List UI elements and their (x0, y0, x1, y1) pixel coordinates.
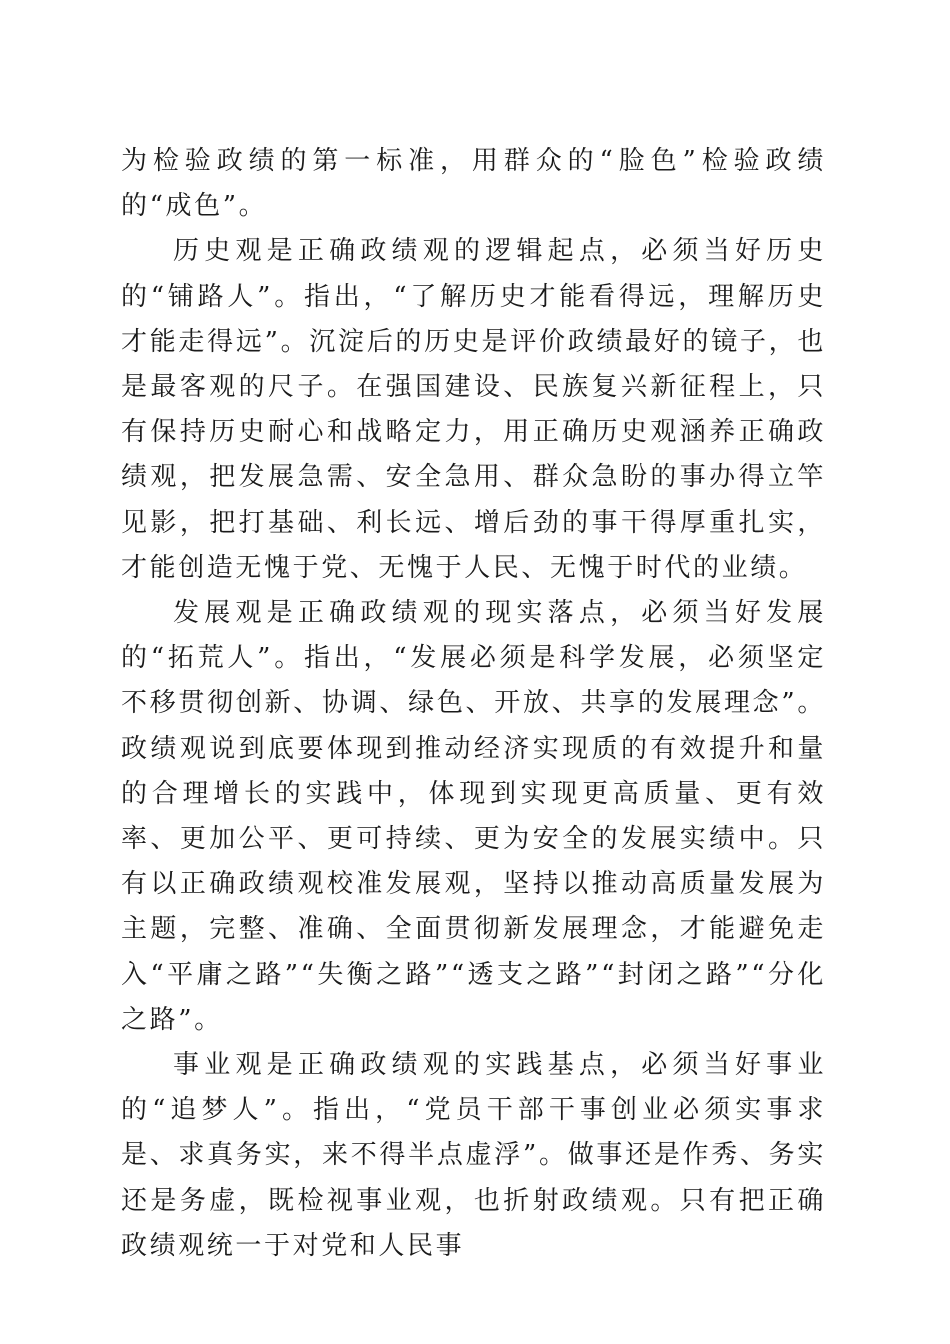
paragraph-career-view: 事业观是正确政绩观的实践基点，必须当好事业的“追梦人”。指出，“党员干部干事创业必须实事求是、求真务实，来不得半点虚浮”。做事还是作秀、务实还是务虚，既检视事业观，也折射政绩观。只有把正确政绩观统一于对党和人民事 (121, 1050, 826, 1261)
paragraph-history-view: 历史观是正确政绩观的逻辑起点，必须当好历史的“铺路人”。指出，“了解历史才能看得远，理解历史才能走得远”。沉淀后的历史是评价政绩最好的镜子，也是最客观的尺子。在强国建设、民族复兴新征程上，只有保持历史耐心和战略定力，用正确历史观涵养正确政绩观，把发展急需、安全急用、群众急盼的事办得立竿见影，把打基础、利长远、增后劲的事干得厚重扎实，才能创造无愧于党、无愧于人民、无愧于时代的业绩。 (121, 236, 826, 583)
body-text (121, 139, 826, 1269)
paragraph-continuation: 为检验政绩的第一标准，用群众的“脸色”检验政绩的“成色”。 (121, 146, 826, 222)
paragraph-development-view: 发展观是正确政绩观的现实落点，必须当好发展的“拓荒人”。指出，“发展必须是科学发展，必须坚定不移贯彻创新、协调、绿色、开放、共享的发展理念”。政绩观说到底要体现到推动经济实现质的有效提升和量的合理增长的实践中，体现到实现更高质量、更有效率、更加公平、更可持续、更为安全的发展实绩中。只有以正确政绩观校准发展观，坚持以推动高质量发展为主题，完整、准确、全面贯彻新发展理念，才能避免走入“平庸之路”“失衡之路”“透支之路”“封闭之路”“分化之路”。 (121, 598, 826, 1035)
